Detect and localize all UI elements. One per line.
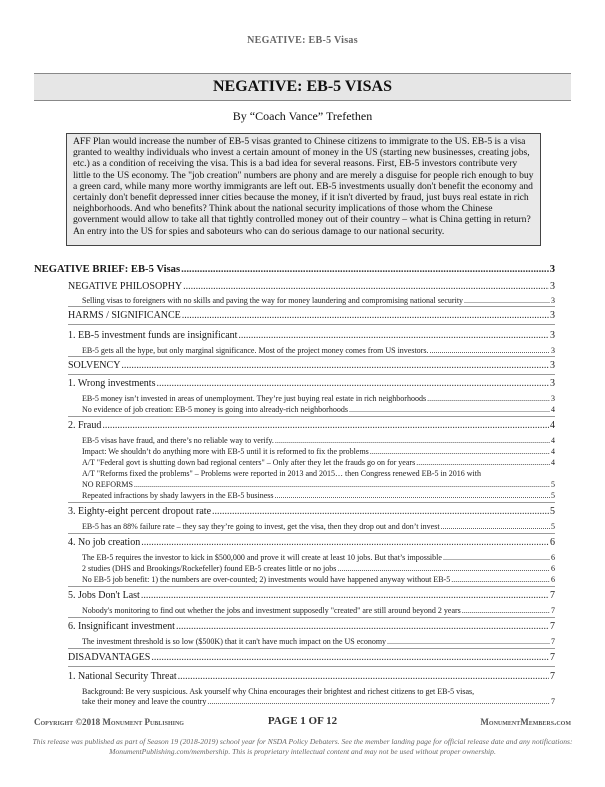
divider — [68, 306, 555, 307]
copyright-notice: Copyright ©2018 Monument Publishing — [34, 717, 184, 727]
toc-label: 2. Fraud — [68, 420, 102, 431]
toc-leader — [464, 296, 550, 305]
toc-page: 7 — [550, 671, 555, 682]
toc-label: NEGATIVE BRIEF: EB-5 Visas — [34, 264, 181, 275]
page-title: NEGATIVE: EB-5 VISAS — [212, 78, 392, 95]
toc-entry[interactable] — [68, 330, 555, 341]
toc-entry[interactable] — [82, 405, 555, 414]
toc-label: Impact: We shouldn’t do anything more with EB-5 until it is reformed to fix the problems — [82, 447, 369, 456]
toc-leader — [176, 621, 549, 632]
release-notice-line: This release was published as part of Season 19 (2018-2019) school year for NSDA Policy Debaters. See the member landing page for official release date and any notifications: — [32, 737, 573, 746]
toc-leader — [212, 506, 549, 517]
toc-entry[interactable] — [68, 671, 555, 682]
toc-page: 5 — [551, 522, 555, 531]
page-number: PAGE 1 OF 12 — [267, 715, 338, 727]
toc-page: 7 — [550, 590, 555, 601]
toc-label: take their money and leave the country — [82, 697, 207, 706]
toc-leader — [337, 564, 550, 573]
release-notice — [30, 737, 575, 756]
toc-page: 7 — [550, 652, 555, 663]
site-link[interactable]: MonumentMembers.com — [480, 717, 571, 727]
divider — [68, 586, 555, 587]
abstract-box: AFF Plan would increase the number of EB-5 visas granted to Chinese citizens to immigrate to the US. EB-5 is a visa granted to wealthy individuals who invest a certain amount of money in the US (starting new businesses, creating jobs, etc.) as a condition of receiving the visa. This is a bad idea for several reasons. First, EB-5 investors contribute very little to the US economy. The "job creation" numbers are phony and are merely a disguise for people rich enough to buy a green card, while many more worthy immigrants are left out. EB-5 investments usually don't benefit the economy and certainly don't benefit depressed inner cities because the money, if it isn't diverted by fraud, just buys real estate in rich neighborhoods. And who benefits? Think about the national security implications of those whom the Chinese government would allow to take all that tightly controlled money out of their country – what is China getting in return? An entry into the US for spies and saboteurs who can do serious damage to our national security. — [66, 133, 541, 246]
toc-leader — [141, 537, 549, 548]
toc-label: Repeated infractions by shady lawyers in the EB-5 business — [82, 491, 274, 500]
toc-leader — [181, 264, 549, 275]
toc-label: NEGATIVE PHILOSOPHY — [68, 281, 183, 292]
toc-label: 6. Insignificant investment — [68, 621, 175, 632]
toc-label: 2 studies (DHS and Brookings/Rockefeller) found EB-5 creates little or no jobs — [82, 564, 337, 573]
toc-entry[interactable] — [82, 522, 555, 531]
toc-leader — [134, 480, 550, 489]
toc-leader — [141, 590, 549, 601]
toc-entry[interactable] — [82, 553, 555, 562]
toc-page: 3 — [549, 264, 555, 275]
toc-page: 5 — [551, 480, 555, 489]
toc-label: 1. National Security Threat — [68, 671, 177, 682]
toc-label: EB-5 gets all the hype, but only marginal significance. Most of the project money comes from US investors. — [82, 346, 429, 355]
toc-label: Selling visas to foreigners with no skills and paving the way for money laundering and compromising national security — [82, 296, 464, 305]
toc-label: HARMS / SIGNIFICANCE — [68, 310, 181, 321]
toc-label: The EB-5 requires the investor to kick in $500,000 and prove it will create at least 10 jobs. But that’s impossible — [82, 553, 442, 562]
toc-label: Background: Be very suspicious. Ask yourself why China encourages their brightest and richest citizens to get EB-5 visas, — [82, 687, 475, 696]
toc-leader — [275, 436, 550, 445]
divider — [68, 648, 555, 649]
toc-leader — [275, 491, 550, 500]
toc-label: EB-5 has an 88% failure rate – they say they’re going to invest, get the visa, then they drop out and don’t invest — [82, 522, 440, 531]
toc-label: No evidence of job creation: EB-5 money is going into already-rich neighborhoods — [82, 405, 348, 414]
toc-entry[interactable] — [68, 420, 555, 431]
toc-page: 3 — [550, 378, 555, 389]
toc-leader — [151, 652, 549, 663]
toc-page: 3 — [550, 330, 555, 341]
toc-page: 5 — [550, 506, 555, 517]
toc-page: 3 — [550, 360, 555, 371]
toc-leader — [238, 330, 549, 341]
toc-entry[interactable] — [68, 506, 555, 517]
toc-entry[interactable] — [68, 621, 555, 632]
toc-entry[interactable] — [82, 458, 555, 467]
toc-leader — [370, 447, 550, 456]
toc-label: EB-5 visas have fraud, and there’s no reliable way to verify. — [82, 436, 274, 445]
toc-page: 7 — [551, 606, 555, 615]
divider — [68, 416, 555, 417]
toc-entry[interactable] — [82, 697, 555, 706]
toc-label: 4. No job creation — [68, 537, 141, 548]
toc-label: 5. Jobs Don't Last — [68, 590, 140, 601]
divider — [68, 666, 555, 667]
toc-label: 1. EB-5 investment funds are insignificant — [68, 330, 238, 341]
toc-leader — [349, 405, 550, 414]
release-notice-line: MonumentPublishing.com/membership. This is proprietary intellectual content and may not be used without proper ownership. — [109, 746, 496, 756]
toc-page: 3 — [550, 310, 555, 321]
toc-leader — [182, 310, 549, 321]
toc-entry[interactable] — [82, 296, 555, 305]
toc-leader — [451, 575, 550, 584]
toc-label: The investment threshold is so low ($500K) that it can't have much impact on the US economy — [82, 637, 387, 646]
divider — [68, 617, 555, 618]
divider — [68, 356, 555, 357]
toc-entry[interactable] — [82, 480, 555, 489]
toc-leader — [178, 671, 549, 682]
toc-page: 3 — [551, 394, 555, 403]
toc-entry[interactable] — [82, 394, 555, 403]
toc-entry[interactable] — [82, 637, 555, 646]
toc-page: 7 — [551, 697, 555, 706]
toc-leader — [443, 553, 550, 562]
toc-page: 6 — [551, 553, 555, 562]
toc-entry-disadvantages[interactable] — [68, 652, 555, 663]
byline: By “Coach Vance” Trefethen — [232, 109, 373, 123]
toc-entry[interactable] — [82, 564, 555, 573]
running-header: NEGATIVE: EB-5 Visas — [247, 35, 358, 46]
toc-leader — [441, 522, 550, 531]
toc-entry-philosophy[interactable] — [68, 281, 555, 292]
divider — [68, 324, 555, 325]
toc-entry[interactable] — [82, 606, 555, 615]
toc-entry[interactable] — [68, 590, 555, 601]
toc-label: A/T "Reforms fixed the problems" – Problems were reported in 2013 and 2015… then Congress renewed EB-5 in 2016 with — [82, 469, 481, 478]
toc-page: 6 — [551, 575, 555, 584]
toc-entry-brief[interactable] — [34, 264, 555, 275]
toc-leader — [387, 637, 550, 646]
toc-page: 5 — [551, 491, 555, 500]
toc-entry[interactable] — [68, 537, 555, 548]
toc-entry[interactable] — [82, 447, 555, 456]
toc-page: 7 — [550, 621, 555, 632]
toc-page: 7 — [551, 637, 555, 646]
toc-entry[interactable] — [82, 575, 555, 584]
toc-leader — [427, 394, 550, 403]
toc-label: 1. Wrong investments — [68, 378, 156, 389]
toc-page: 3 — [551, 346, 555, 355]
toc-entry-harms[interactable] — [68, 310, 555, 321]
toc-leader — [207, 697, 550, 706]
toc-label: 3. Eighty-eight percent dropout rate — [68, 506, 212, 517]
toc-label: A/T "Federal govt is shutting down bad regional centers" – Only after they let the frauds go on for years — [82, 458, 416, 467]
toc-page: 3 — [551, 296, 555, 305]
toc-entry[interactable] — [82, 436, 555, 445]
toc-page: 4 — [550, 420, 555, 431]
toc-entry[interactable] — [68, 378, 555, 389]
toc-leader — [102, 420, 549, 431]
toc-label: DISADVANTAGES — [68, 652, 151, 663]
toc-page: 4 — [551, 458, 555, 467]
toc-leader — [156, 378, 549, 389]
toc-page: 3 — [550, 281, 555, 292]
toc-leader — [429, 346, 550, 355]
toc-leader — [121, 360, 549, 371]
toc-page: 6 — [551, 564, 555, 573]
title-bar — [34, 73, 571, 101]
toc-page: 6 — [550, 537, 555, 548]
toc-entry[interactable] — [82, 346, 555, 355]
divider — [68, 533, 555, 534]
divider — [68, 502, 555, 503]
toc-leader — [462, 606, 550, 615]
toc-page: 4 — [551, 447, 555, 456]
toc-entry[interactable] — [82, 687, 555, 696]
toc-leader — [183, 281, 549, 292]
toc-label: No EB-5 job benefit: 1) the numbers are over-counted; 2) investments would have happened anyway without EB-5 — [82, 575, 451, 584]
toc-label: NO REFORMS — [82, 480, 133, 489]
divider — [68, 374, 555, 375]
toc-label: EB-5 money isn’t invested in areas of unemployment. They’re just buying real estate in rich neighborhoods — [82, 394, 427, 403]
toc-page: 4 — [551, 405, 555, 414]
toc-label: SOLVENCY — [68, 360, 121, 371]
toc-leader — [416, 458, 550, 467]
toc-page: 4 — [551, 436, 555, 445]
toc-label: Nobody's monitoring to find out whether the jobs and investment supposedly "created" are still around beyond 2 years — [82, 606, 461, 615]
toc-entry[interactable] — [82, 491, 555, 500]
toc-entry-solvency[interactable] — [68, 360, 555, 371]
toc-entry[interactable] — [82, 469, 555, 478]
